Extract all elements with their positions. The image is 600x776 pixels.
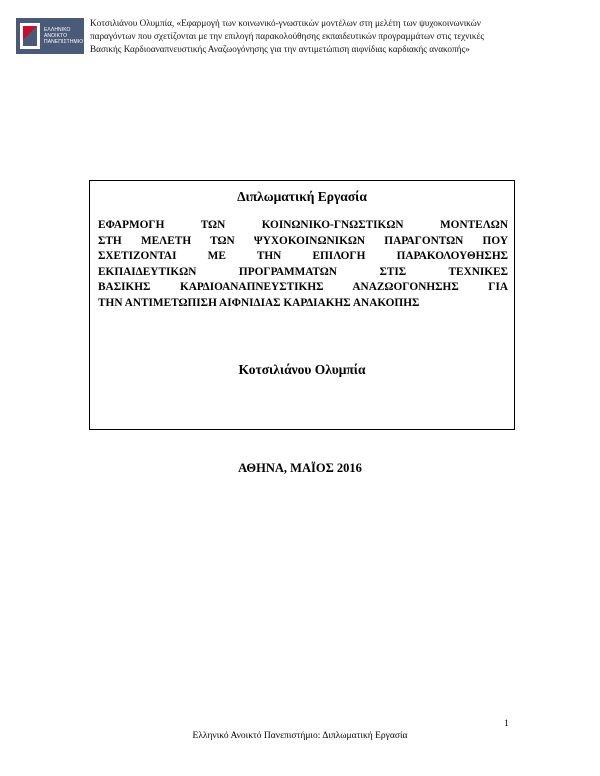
header-line-1: Κοτσιλιάνου Ολυμπία, «Εφαρμογή των κοινωνικό-γνωστικών μοντέλων στη μελέτη των ψυχοκοινωνικών bbox=[90, 18, 481, 28]
logo-text-line-1: ΕΛΛΗΝΙΚΟ bbox=[44, 27, 71, 33]
document-type-heading: Διπλωματική Εργασία bbox=[237, 189, 367, 204]
thesis-title-line-1: ΕΦΑΡΜΟΓΗ ΤΩΝ ΚΟΙΝΩΝΙΚΟ-ΓΝΩΣΤΙΚΩΝ ΜΟΝΤΕΛΩΝ bbox=[98, 219, 508, 231]
page-number: 1 bbox=[504, 719, 509, 729]
place-and-date: ΑΘΗΝΑ, ΜΑΪΟΣ 2016 bbox=[238, 461, 362, 475]
thesis-title-line-5: ΒΑΣΙΚΗΣ ΚΑΡΔΙΟΑΝΑΠΝΕΥΣΤΙΚΗΣ ΑΝΑΖΩΟΓΟΝΗΣΗΣ ΓΙΑ bbox=[98, 281, 508, 293]
thesis-title-line-2: ΣΤΗ ΜΕΛΕΤΗ ΤΩΝ ΨΥΧΟΚΟΙΝΩΝΙΚΩΝ ΠΑΡΑΓΟΝΤΩΝ ΠΟΥ bbox=[98, 234, 508, 247]
logo-text-line-2: ΑΝΟΙΚΤΟ bbox=[44, 33, 68, 39]
logo-text bbox=[44, 27, 83, 45]
running-header bbox=[90, 17, 586, 56]
eap-logo-icon bbox=[20, 23, 40, 49]
logo-text-line-3: ΠΑΝΕΠΙΣΤΗΜΙΟ bbox=[44, 39, 84, 45]
author-name: Κοτσιλιάνου Ολυμπία bbox=[238, 362, 366, 377]
thesis-title-line-4: ΕΚΠΑΙΔΕΥΤΙΚΩΝ ΠΡΟΓΡΑΜΜΑΤΩΝ ΣΤΙΣ ΤΕΧΝΙΚΕΣ bbox=[98, 265, 508, 278]
title-box bbox=[89, 180, 515, 430]
header-line-3: Βασικής Καρδιοαναπνευστικής Αναζωογόνησης για την αντιμετώπιση αιφνίδιας καρδιακής ανακοπής» bbox=[90, 44, 470, 54]
header-line-2: παραγόντων που σχετίζονται με την επιλογή παρακολούθησης εκπαιδευτικών προγραμμάτων στις τεχνικές bbox=[90, 31, 484, 41]
thesis-title-line-3: ΣΧΕΤΙΖΟΝΤΑΙ ΜΕ ΤΗΝ ΕΠΙΛΟΓΗ ΠΑΡΑΚΟΛΟΥΘΗΣΗΣ bbox=[98, 250, 508, 262]
thesis-title bbox=[98, 218, 508, 311]
thesis-title-line-6: ΤΗΝ ΑΝΤΙΜΕΤΩΠΙΣΗ ΑΙΦΝΙΔΙΑΣ ΚΑΡΔΙΑΚΗΣ ΑΝΑΚΟΠΗΣ bbox=[98, 296, 420, 309]
university-logo bbox=[16, 18, 84, 54]
running-footer: Ελληνικό Ανοικτό Πανεπιστήμιο: Διπλωματική Εργασία bbox=[192, 731, 408, 741]
